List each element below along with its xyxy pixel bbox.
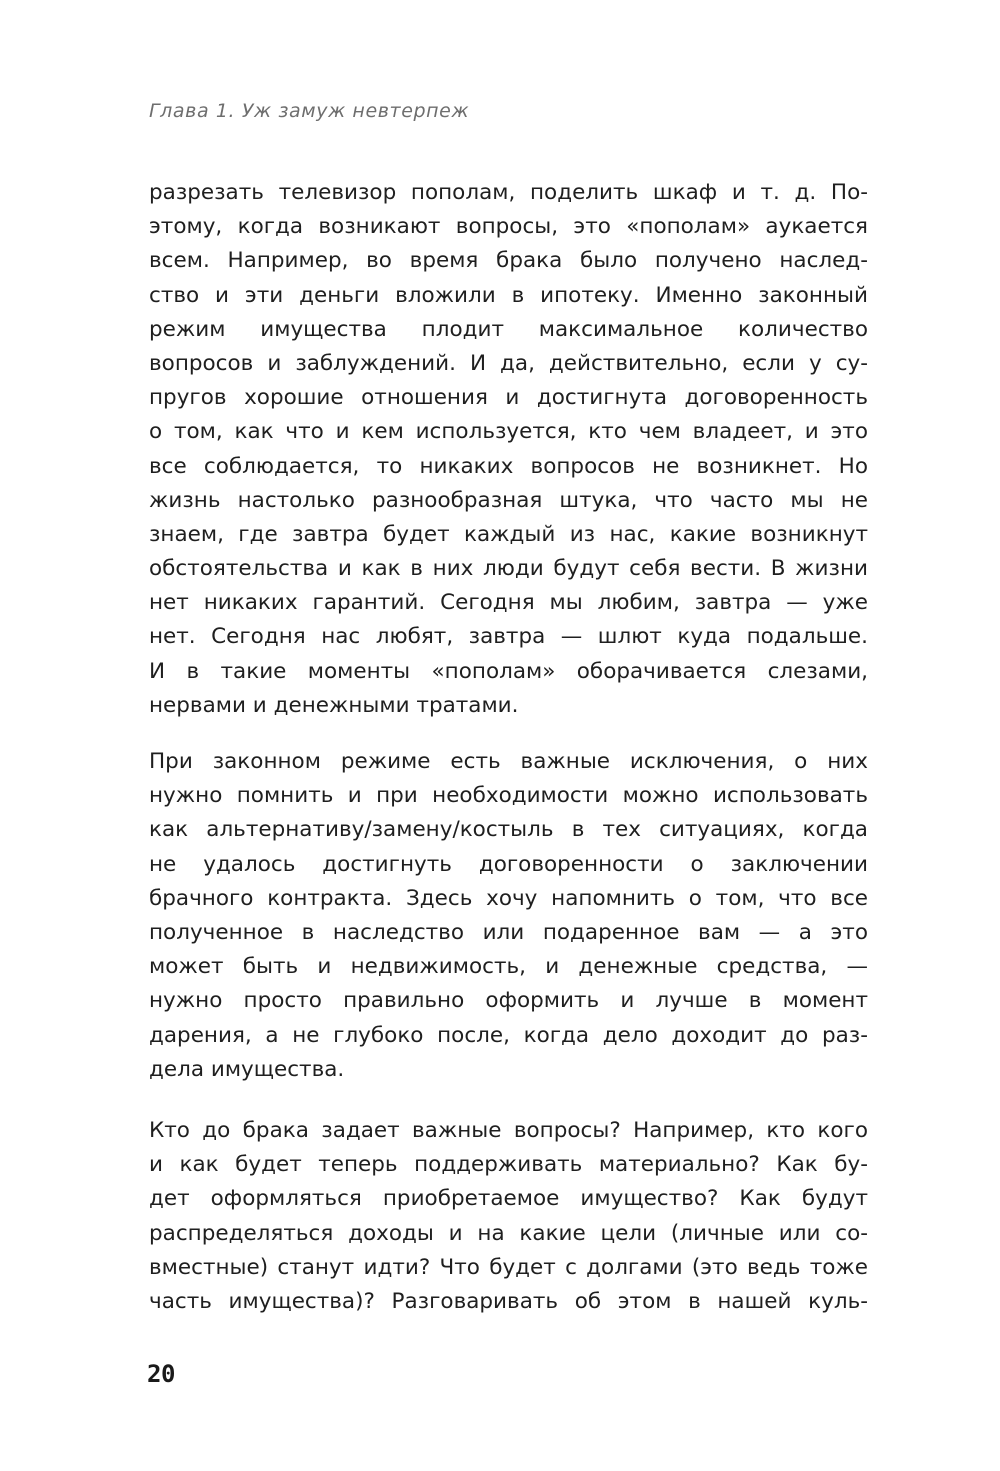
text-line: полученное в наследство или подаренное вам — а это bbox=[149, 919, 868, 945]
text-line: нет. Сегодня нас любят, завтра — шлют куда подальше. bbox=[149, 624, 868, 650]
text-line: вместные) станут идти? Что будет с долгами (это ведь тоже bbox=[149, 1254, 868, 1280]
text-line: ство и эти деньги вложили в ипотеку. Именно законный bbox=[149, 282, 868, 308]
text-line: дела имущества. bbox=[149, 1056, 345, 1082]
text-line: и как будет теперь поддерживать материально? Как бу- bbox=[149, 1152, 868, 1178]
text-line: распределяться доходы и на какие цели (личные или со- bbox=[149, 1220, 868, 1246]
paragraph-2 bbox=[149, 745, 868, 1087]
text-line: жизнь настолько разнообразная штука, что часто мы не bbox=[149, 487, 868, 513]
text-line: дарения, а не глубоко после, когда дело доходит до раз- bbox=[149, 1022, 868, 1048]
text-line: не удалось достигнуть договоренности о заключении bbox=[149, 851, 868, 877]
text-line: знаем, где завтра будет каждый из нас, какие возникнут bbox=[149, 521, 868, 547]
paragraph-3 bbox=[149, 1114, 868, 1319]
text-line: дет оформляться приобретаемое имущество? Как будут bbox=[149, 1186, 868, 1212]
text-line: режим имущества плодит максимальное количество bbox=[149, 316, 868, 342]
text-line: часть имущества)? Разговаривать об этом в нашей куль- bbox=[149, 1288, 868, 1314]
paragraph-1 bbox=[149, 176, 868, 723]
text-line: этому, когда возникают вопросы, это «пополам» аукается bbox=[149, 214, 868, 240]
text-line: как альтернативу/замену/костыль в тех ситуациях, когда bbox=[149, 817, 868, 843]
running-header: Глава 1. Уж замуж невтерпеж bbox=[149, 100, 470, 122]
text-line: может быть и недвижимость, и денежные средства, — bbox=[149, 954, 868, 980]
text-line: нужно просто правильно оформить и лучше в момент bbox=[149, 988, 868, 1014]
text-line: нет никаких гарантий. Сегодня мы любим, завтра — уже bbox=[149, 590, 868, 616]
text-line: брачного контракта. Здесь хочу напомнить о том, что все bbox=[149, 885, 868, 911]
text-line: нужно помнить и при необходимости можно использовать bbox=[149, 783, 868, 809]
text-line: вопросов и заблуждений. И да, действительно, если у су- bbox=[149, 350, 868, 376]
text-line: При законном режиме есть важные исключения, о них bbox=[149, 749, 868, 774]
text-line: о том, как что и кем используется, кто чем владеет, и это bbox=[149, 419, 868, 445]
text-line: все соблюдается, то никаких вопросов не возникнет. Но bbox=[149, 453, 868, 479]
text-line: разрезать телевизор пополам, поделить шкаф и т. д. По- bbox=[149, 180, 868, 205]
text-line: обстоятельства и как в них люди будут себя вести. В жизни bbox=[149, 556, 868, 582]
text-line: всем. Например, во время брака было получено наслед- bbox=[149, 248, 868, 274]
text-line: Кто до брака задает важные вопросы? Например, кто кого bbox=[149, 1118, 868, 1143]
page-number: 20 bbox=[147, 1360, 175, 1388]
text-line: пругов хорошие отношения и достигнута договоренность bbox=[149, 385, 868, 411]
text-line: нервами и денежными тратами. bbox=[149, 692, 519, 718]
text-line: И в такие моменты «пополам» оборачивается слезами, bbox=[149, 658, 868, 684]
